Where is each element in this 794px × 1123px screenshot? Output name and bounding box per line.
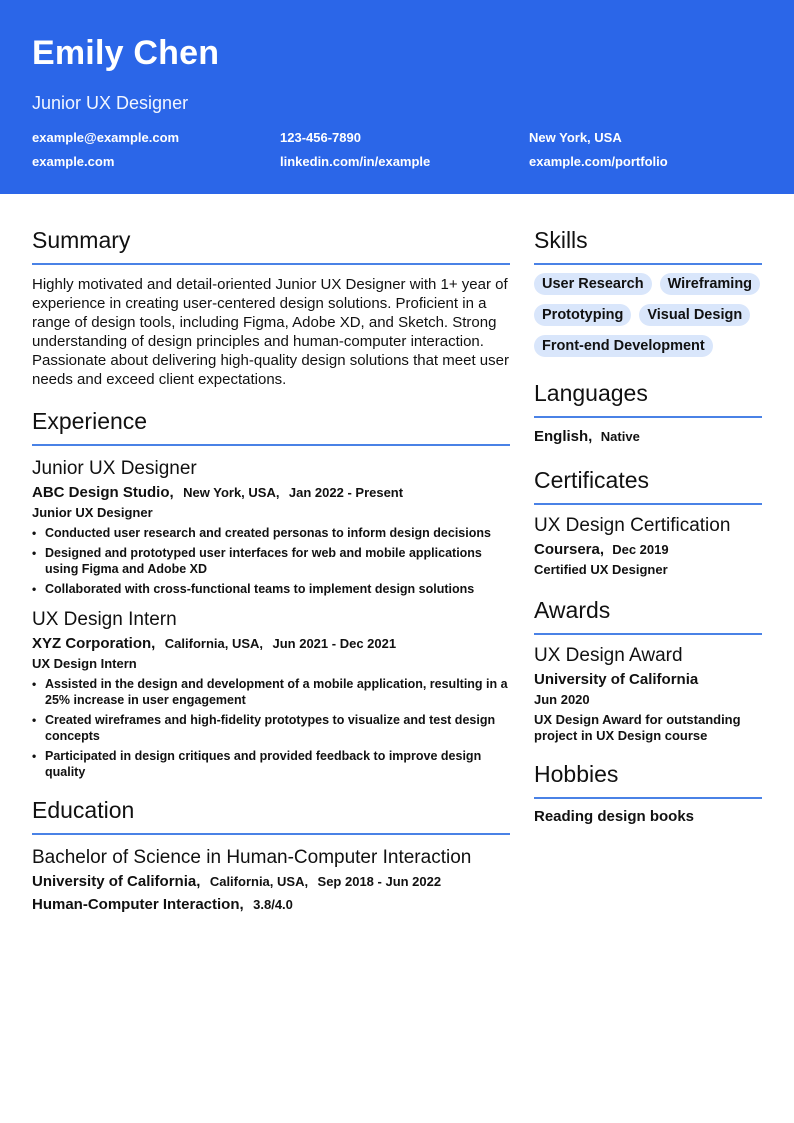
summary-text: Highly motivated and detail-oriented Junior UX Designer with 1+ year of experience in creating user-centered design solutions. Proficient in a range of design tools, including Figma, Adobe XD, and Sketch. Strong understanding of design principles and human-computer interaction. Passionate about delivering high-quality design solutions that meet user needs and exceed client expectations. xyxy=(32,276,509,388)
education-location: California, USA, xyxy=(209,874,309,889)
section-divider xyxy=(534,797,762,799)
education-school: University of California, xyxy=(32,873,201,890)
bullet-item: • Created wireframes and high-fidelity prototypes to visualize and test design concepts xyxy=(32,712,510,744)
contact-portfolio[interactable]: example.com/portfolio xyxy=(529,154,668,169)
section-divider xyxy=(534,416,762,418)
certificate-meta xyxy=(534,540,762,560)
language-name: English, xyxy=(534,428,593,445)
bullet-item: • Collaborated with cross-functional teams to implement design solutions xyxy=(32,581,510,597)
job-location: California, USA, xyxy=(164,636,264,651)
job-bullets xyxy=(32,676,510,780)
job-position: Junior UX Designer xyxy=(32,458,197,479)
experience-heading: Experience xyxy=(32,408,148,434)
contact-email[interactable]: example@example.com xyxy=(32,130,180,145)
section-divider xyxy=(534,633,762,635)
job-position: UX Design Intern xyxy=(32,609,177,630)
award-date: Jun 2020 xyxy=(534,692,590,707)
bullet-item: • Assisted in the design and development of a mobile application, resulting in a 25% increase in user engagement xyxy=(32,676,510,708)
education-heading: Education xyxy=(32,797,135,823)
skill-chip: Wireframing xyxy=(660,273,760,295)
contact-phone[interactable]: 123-456-7890 xyxy=(280,130,361,145)
side-column xyxy=(534,226,762,827)
job-location: New York, USA, xyxy=(183,485,280,500)
skill-chip: User Research xyxy=(534,273,652,295)
bullet-item: • Designed and prototyped user interfaces for web and mobile applications using Figma and Adobe XD xyxy=(32,545,510,577)
education-section xyxy=(32,796,510,915)
awards-section xyxy=(534,596,762,744)
hobbies-heading: Hobbies xyxy=(534,761,619,787)
education-gpa: 3.8/4.0 xyxy=(253,897,293,912)
award-name: UX Design Award xyxy=(534,645,683,666)
contact-info xyxy=(32,130,762,170)
contact-linkedin[interactable]: linkedin.com/in/example xyxy=(280,154,431,169)
job-company: ABC Design Studio, xyxy=(32,484,174,501)
education-dates: Sep 2018 - Jun 2022 xyxy=(317,874,442,889)
award-issuer: University of California xyxy=(534,671,699,688)
bullet-item: • Participated in design critiques and provided feedback to improve design quality xyxy=(32,748,510,780)
main-column xyxy=(32,226,510,915)
language-level: Native xyxy=(600,429,640,444)
job-bullets xyxy=(32,525,510,597)
job-company: XYZ Corporation, xyxy=(32,635,156,652)
contact-website[interactable]: example.com xyxy=(32,154,115,169)
certificates-section xyxy=(534,466,762,578)
skill-chip: Visual Design xyxy=(639,304,750,326)
language-item xyxy=(534,426,762,448)
section-divider xyxy=(32,444,510,446)
certificate-description: Certified UX Designer xyxy=(534,562,668,577)
candidate-name: Emily Chen xyxy=(32,34,220,72)
candidate-headline: Junior UX Designer xyxy=(32,93,189,113)
awards-heading: Awards xyxy=(534,597,611,623)
section-divider xyxy=(534,263,762,265)
job-meta xyxy=(32,483,510,503)
skills-list xyxy=(534,273,762,357)
certificates-heading: Certificates xyxy=(534,467,650,493)
education-meta xyxy=(32,872,510,892)
education-field-meta xyxy=(32,895,510,915)
skills-section xyxy=(534,226,762,357)
award-description: UX Design Award for outstanding project in UX Design course xyxy=(534,712,741,743)
contact-location: New York, USA xyxy=(529,130,622,145)
experience-item xyxy=(32,609,510,780)
section-divider xyxy=(32,833,510,835)
education-degree: Bachelor of Science in Human-Computer Interaction xyxy=(32,847,472,868)
certificate-name: UX Design Certification xyxy=(534,515,731,536)
education-field: Human-Computer Interaction, xyxy=(32,896,244,913)
skill-chip: Front-end Development xyxy=(534,335,713,357)
hobbies-section xyxy=(534,760,762,827)
languages-heading: Languages xyxy=(534,380,648,406)
job-meta xyxy=(32,634,510,654)
bullet-item: • Conducted user research and created personas to inform design decisions xyxy=(32,525,510,541)
experience-item xyxy=(32,458,510,597)
skill-chip: Prototyping xyxy=(534,304,631,326)
experience-section xyxy=(32,407,510,780)
summary-heading: Summary xyxy=(32,227,131,253)
resume-header xyxy=(0,0,794,194)
hobbies-text: Reading design books xyxy=(534,808,695,825)
job-subtitle: UX Design Intern xyxy=(32,656,137,671)
job-dates: Jan 2022 - Present xyxy=(288,485,404,500)
certificate-issuer: Coursera, xyxy=(534,541,605,558)
skills-heading: Skills xyxy=(534,227,588,253)
languages-section xyxy=(534,379,762,448)
section-divider xyxy=(534,503,762,505)
job-dates: Jun 2021 - Dec 2021 xyxy=(272,636,397,651)
certificate-date: Dec 2019 xyxy=(612,542,669,557)
summary-section xyxy=(32,226,510,389)
section-divider xyxy=(32,263,510,265)
job-subtitle: Junior UX Designer xyxy=(32,505,153,520)
